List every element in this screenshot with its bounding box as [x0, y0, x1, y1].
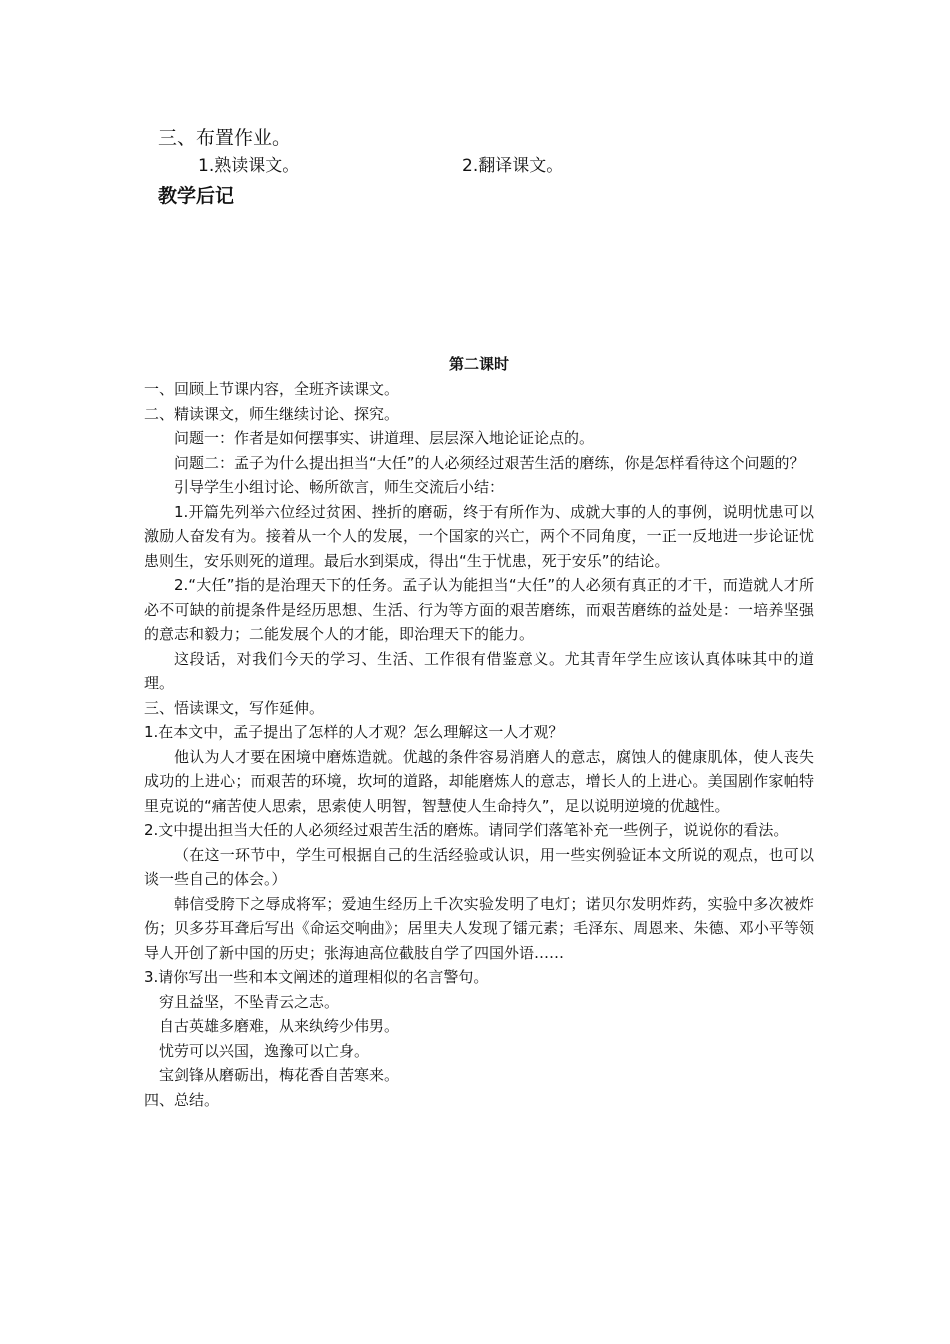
step-review: 一、回顾上节课内容，全班齐读课文。 [144, 380, 400, 398]
summary-point-2: 2.“大任”指的是治理天下的任务。孟子认为能担当“大任”的人必须有真正的才干，而造就人才所必不可缺的前提条件是经历思想、生活、行为等方面的艰苦磨练，而艰苦磨练的益处是：一培养坚强的意志和毅力；二能发展个人的才能，即治理天下的能力。 [144, 576, 814, 643]
extension-note-2: （在这一环节中，学生可根据自己的生活经验或认识，用一些实例验证本文所说的观点，也可以谈一些自己的体会。） [144, 845, 814, 888]
quote-1: 穷且益坚，不坠青云之志。 [159, 992, 340, 1011]
extension-question-3: 3.请你写出一些和本文阐述的道理相似的名言警句。 [144, 968, 489, 986]
homework-item-1: 1.熟读课文。 [198, 156, 300, 176]
extension-answer-1: 他认为人才要在困境中磨炼造就。优越的条件容易消磨人的意志，腐蚀人的健康肌体，使人丧失成功的上进心；而艰苦的环境，坎坷的道路，却能磨炼人的意志，增长人的上进心。美国剧作家帕特里克说的“痛苦使人思索，思索使人明智，智慧使人生命持久”，足以说明逆境的优越性。 [144, 747, 814, 815]
quote-2: 自古英雄多磨难，从来纨绔少伟男。 [159, 1017, 400, 1035]
extension-question-1: 1.在本文中，孟子提出了怎样的人才观？怎么理解这一人才观？ [144, 723, 564, 741]
step-close-reading: 二、精读课文，师生继续讨论、探究。 [144, 404, 400, 423]
lesson-two-section [144, 353, 814, 1112]
question-two: 问题二：孟子为什么提出担当“大任”的人必须经过艰苦生活的磨练，你是怎样看待这个问题的？ [174, 453, 805, 472]
homework-item-2: 2.翻译课文。 [462, 156, 564, 176]
homework-section [158, 124, 858, 210]
discussion-guide: 引导学生小组讨论、畅所欲言，师生交流后小结： [174, 478, 505, 496]
question-one: 问题一：作者是如何摆事实、讲道理、层层深入地论证论点的。 [174, 429, 595, 447]
quote-3: 忧劳可以兴国，逸豫可以亡身。 [159, 1041, 370, 1060]
teaching-notes-title: 教学后记 [158, 185, 235, 207]
summary-point-1: 1.开篇先列举六位经过贫困、挫折的磨砺，终于有所作为、成就大事的人的事例，说明忧患可以激励人奋发有为。接着从一个人的发展，一个国家的兴亡，两个不同角度，一正一反地进一步论证忧患则生，安乐则死的道理。最后水到渠成，得出“生于忧患，死于安乐”的结论。 [144, 502, 814, 570]
step-summary: 四、总结。 [144, 1090, 220, 1109]
quote-4: 宝剑锋从磨砺出，梅花香自苦寒来。 [159, 1066, 400, 1084]
significance-paragraph: 这段话，对我们今天的学习、生活、工作很有借鉴意义。尤其青年学生应该认真体味其中的道理。 [144, 649, 814, 692]
lesson-two-title: 第二课时 [448, 355, 509, 373]
extension-question-2: 2.文中提出担当大任的人必须经过艰苦生活的磨炼。请同学们落笔补充一些例子，说说你的看法。 [144, 821, 789, 839]
step-extension: 三、悟读课文，写作延伸。 [144, 698, 325, 717]
homework-list [158, 152, 858, 180]
extension-examples-2: 韩信受胯下之辱成将军；爱迪生经历上千次实验发明了电灯；诺贝尔发明炸药，实验中多次被炸伤；贝多芬耳聋后写出《命运交响曲》；居里夫人发现了镭元素；毛泽东、周恩来、朱德、邓小平等领导人开创了新中国的历史；张海迪高位截肢自学了四国外语…… [144, 894, 814, 962]
homework-heading: 三、布置作业。 [158, 127, 292, 149]
